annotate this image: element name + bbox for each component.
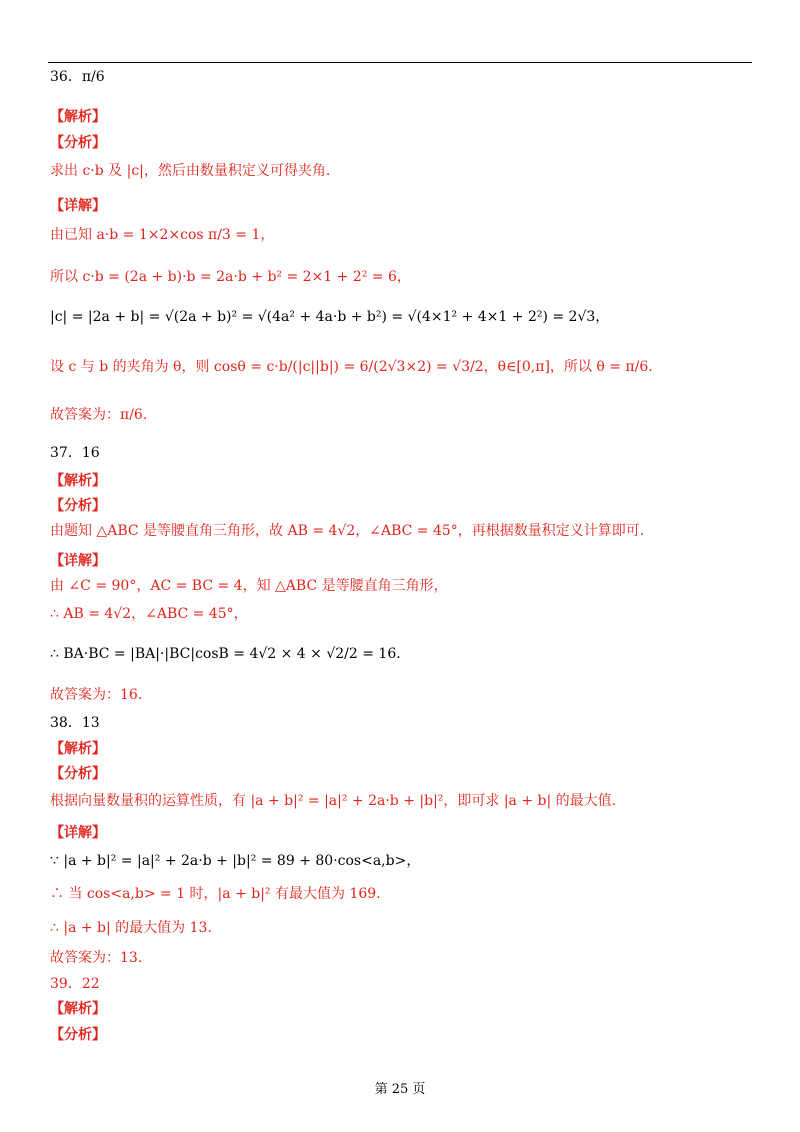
header-rule bbox=[48, 62, 752, 63]
text-line: 所以 c·b = (2a + b)·b = 2a·b + b² = 2×1 + 2² = 6， bbox=[50, 269, 411, 285]
text-line: 38．13 bbox=[50, 715, 100, 731]
text-line: 根据向量数量积的运算性质，有 |a + b|² = |a|² + 2a·b + |b|²，即可求 |a + b| 的最大值. bbox=[50, 793, 617, 809]
text-line: 设 c 与 b 的夹角为 θ，则 cosθ = c·b/(|c||b|) = 6/(2√3×2) = √3/2，θ∈[0,π]，所以 θ = π/6. bbox=[50, 359, 653, 375]
text-line: ∵ |a + b|² = |a|² + 2a·b + |b|² = 89 + 80·cos<a,b>， bbox=[50, 853, 421, 869]
text-line: 【分析】 bbox=[50, 1027, 106, 1043]
text-line: 【分析】 bbox=[50, 135, 106, 151]
text-line: 37．16 bbox=[50, 445, 100, 461]
text-line: 【详解】 bbox=[50, 825, 106, 841]
text-line: ∴ 当 cos<a,b> = 1 时，|a + b|² 有最大值为 169. bbox=[50, 886, 381, 902]
text-line: ∴ |a + b| 的最大值为 13. bbox=[50, 920, 212, 936]
text-line: 故答案为：13. bbox=[50, 950, 143, 966]
text-line: |c| = |2a + b| = √(2a + b)² = √(4a² + 4a·b + b²) = √(4×1² + 4×1 + 2²) = 2√3， bbox=[50, 309, 610, 325]
text-line: 【分析】 bbox=[50, 766, 106, 782]
text-line: 【详解】 bbox=[50, 553, 106, 569]
text-line: 【解析】 bbox=[50, 473, 106, 489]
page-number: 第 25 页 bbox=[374, 1082, 426, 1097]
text-line: 故答案为：π/6. bbox=[50, 407, 148, 423]
text-line: 36．π/6 bbox=[50, 69, 105, 85]
text-line: 求出 c·b 及 |c|，然后由数量积定义可得夹角. bbox=[50, 163, 331, 179]
text-line: 故答案为：16. bbox=[50, 687, 143, 703]
text-line: 【解析】 bbox=[50, 1001, 106, 1017]
text-line: 由题知 △ABC 是等腰直角三角形，故 AB = 4√2，∠ABC = 45°，再根据数量积定义计算即可. bbox=[50, 523, 645, 539]
text-line: 由已知 a·b = 1×2×cos π/3 = 1， bbox=[50, 227, 275, 243]
text-line: 由 ∠C = 90°，AC = BC = 4，知 △ABC 是等腰直角三角形， bbox=[50, 578, 448, 594]
text-line: ∴ BA·BC = |BA|·|BC|cosB = 4√2 × 4 × √2/2 = 16. bbox=[50, 646, 401, 662]
text-line: 【详解】 bbox=[50, 198, 106, 214]
text-line: ∴ AB = 4√2，∠ABC = 45°， bbox=[50, 606, 248, 622]
text-line: 39．22 bbox=[50, 976, 100, 992]
text-line: 【解析】 bbox=[50, 741, 106, 757]
text-line: 【解析】 bbox=[50, 109, 106, 125]
text-line: 【分析】 bbox=[50, 498, 106, 514]
